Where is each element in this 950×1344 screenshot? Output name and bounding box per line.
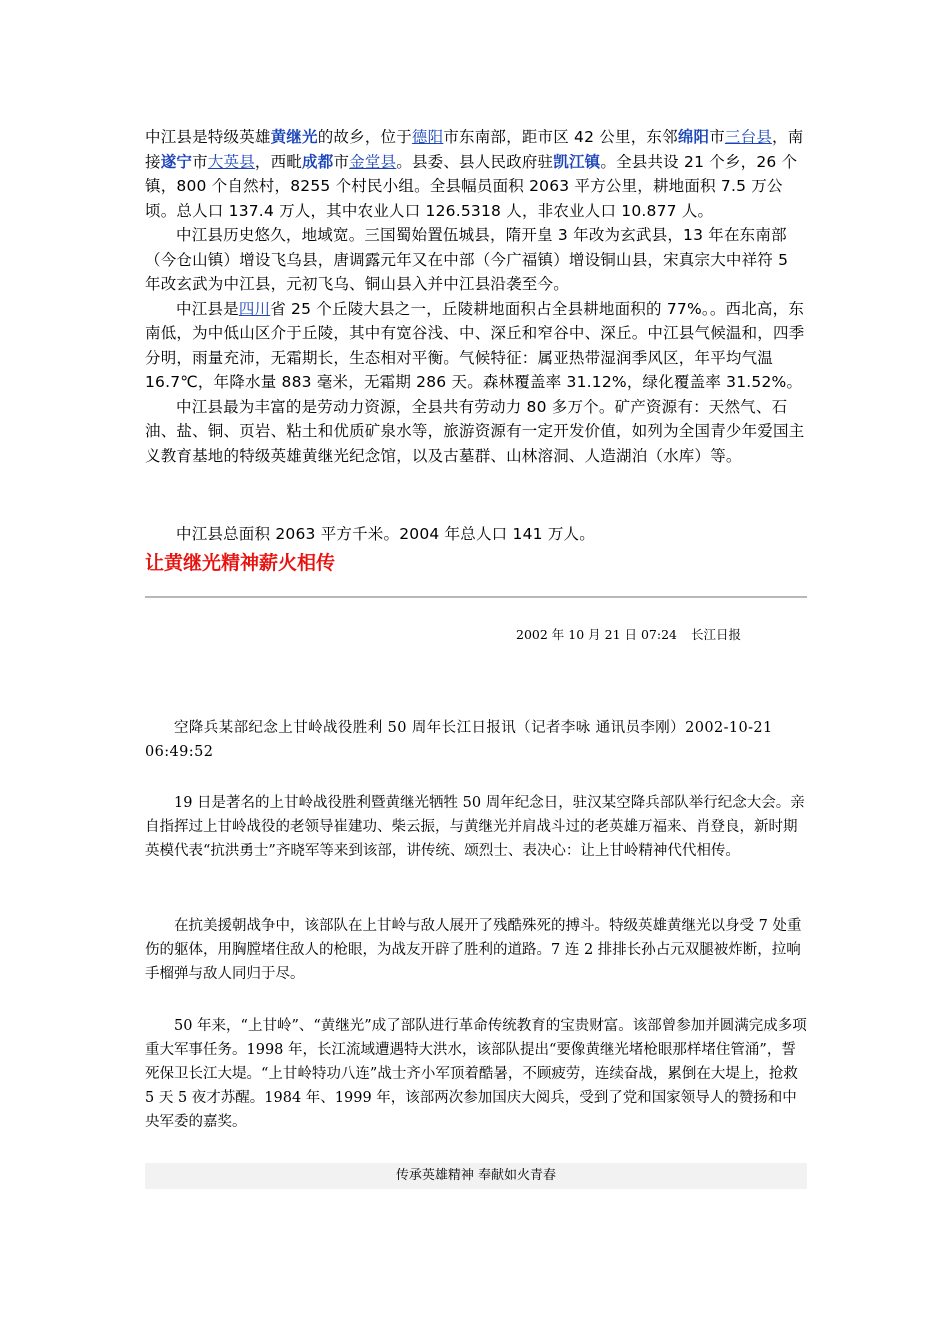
intro-paragraph-4: 中江县最为丰富的是劳动力资源，全县共有劳动力 80 多万个。矿产资源有：天然气、石油、盐、铜、页岩、粘土和优质矿泉水等，旅游资源有一定开发价值，如列为全国青少年爱国主义教育基地的特级英雄黄继光纪念馆，以及古墓群、山林溶洞、人造湖泊（水库）等。 bbox=[145, 397, 805, 465]
lead-paragraph: 空降兵某部纪念上甘岭战役胜利 50 周年长江日报讯（记者李咏 通讯员李刚）2002-10-21 06:49:52 bbox=[145, 720, 773, 760]
article-source: 长江日报 bbox=[691, 627, 742, 642]
text-run: 中江县是 bbox=[176, 299, 239, 318]
text-run: 。县委、县人民政府驻 bbox=[396, 152, 554, 171]
title-divider bbox=[145, 596, 807, 598]
article-paragraph-1 bbox=[145, 791, 807, 863]
link-suining[interactable]: 遂宁 bbox=[160, 152, 193, 171]
text-run: ，南接 bbox=[145, 128, 804, 171]
paragraph-text: 50 年来，“上甘岭”、“黄继光”成了部队进行革命传统教育的宝贵财富。该部曾参加并圆满完成多项重大军事任务。1998 年，长江流域遭遇特大洪水，该部队提出“要像黄继光堵枪眼那样堵住管涌”，誓死保卫长江大堤。“上甘岭特功八连”战士齐小军顶着酷暑，不顾疲劳，连续奋战，累倒在大堤上，抢救 5 天 5 夜才苏醒。1984 年、1999 年，该部两次参加国庆大阅兵，受到了党和国家领导人的赞扬和中央军委的嘉奖。 bbox=[145, 1018, 807, 1130]
link-sichuan[interactable]: 四川 bbox=[238, 299, 271, 318]
intro-paragraph-5: 中江县总面积 2063 平方千米。2004 年总人口 141 万人。 bbox=[176, 525, 595, 543]
article-lead bbox=[145, 716, 807, 764]
article-meta bbox=[516, 625, 755, 643]
link-huangjiguang[interactable]: 黄继光 bbox=[270, 128, 318, 146]
text-run: 的故乡，位于 bbox=[317, 128, 412, 146]
link-mianyang[interactable]: 绵阳 bbox=[677, 128, 710, 146]
link-chengdu[interactable]: 成都 bbox=[302, 152, 334, 171]
article-paragraph-2 bbox=[145, 914, 807, 986]
text-run: 市 bbox=[192, 152, 208, 171]
paragraph-text: 19 日是著名的上甘岭战役胜利暨黄继光牺牲 50 周年纪念日，驻汉某空降兵部队举行纪念大会。亲自指挥过上甘岭战役的老领导崔建功、柴云振，与黄继光并肩战斗过的老英雄万福来、肖登良，新时期英模代表“抗洪勇士”齐晓军等来到该部，讲传统、颂烈士、表决心：让上甘岭精神代代相传。 bbox=[145, 795, 805, 859]
link-daying[interactable]: 大英县 bbox=[207, 152, 255, 171]
paragraph-text: 在抗美援朝战争中，该部队在上甘岭与敌人展开了残酷殊死的搏斗。特级英雄黄继光以身受 7 处重伤的躯体，用胸膛堵住敌人的枪眼，为战友开辟了胜利的道路。7 连 2 排排长孙占元双腿被炸断，拉响手榴弹与敌人同归于尽。 bbox=[145, 918, 802, 982]
intro-paragraph-1 bbox=[145, 125, 807, 223]
intro-summary bbox=[145, 522, 807, 547]
link-jintang[interactable]: 金堂县 bbox=[349, 152, 397, 171]
text-run: 市东南部，距市区 42 公里，东邻 bbox=[443, 128, 678, 146]
text-run: 市 bbox=[709, 128, 725, 146]
intro-paragraph-3 bbox=[145, 297, 807, 395]
intro-paragraph-2: 中江县历史悠久，地域宽。三国蜀始置伍城县，隋开皇 3 年改为玄武县，13 年在东南部（今仓山镇）增设飞乌县，唐调露元年又在中部（今广福镇）增设铜山县，宋真宗大中祥符 5 年改玄武为中江县，元初飞乌、铜山县入并中江县沿袭至今。 bbox=[145, 226, 789, 293]
article-title: 让黄继光精神薪火相传 bbox=[145, 552, 336, 574]
photo-caption: 传承英雄精神 奉献如火青春 bbox=[145, 1163, 807, 1189]
text-run: 省 25 个丘陵大县之一，丘陵耕地面积占全县耕地面积的 77%。。西北高，东南低，为中低山区介于丘陵，其中有宽谷浅、中、深丘和窄谷中、深丘。中江县气候温和，四季分明，雨量充沛，无霜期长，生态相对平衡。气候特征：属亚热带湿润季风区，年平均气温 16.7℃，年降水量 883 毫米，无霜期 286 天。森林覆盖率 31.12%，绿化覆盖率 31.52%。 bbox=[145, 299, 805, 391]
text-run: 。全县共设 21 个乡，26 个镇，800 个自然村，8255 个村民小组。全县幅员面积 2063 平方公里，耕地面积 7.5 万公顷。总人口 137.4 万人，其中农业人口 126.5318 人，非农业人口 10.877 人。 bbox=[145, 152, 798, 220]
text-run: 市 bbox=[333, 152, 350, 171]
text-run: ，西毗 bbox=[254, 152, 303, 171]
article-paragraph-3 bbox=[145, 1014, 807, 1134]
intro-section bbox=[145, 125, 807, 468]
link-santai[interactable]: 三台县 bbox=[724, 128, 773, 146]
article-date: 2002 年 10 月 21 日 07:24 bbox=[516, 627, 677, 642]
text-run: 中江县是特级英雄 bbox=[145, 128, 271, 146]
link-kaijiang[interactable]: 凯江镇 bbox=[553, 152, 601, 171]
link-deyang[interactable]: 德阳 bbox=[411, 128, 444, 146]
